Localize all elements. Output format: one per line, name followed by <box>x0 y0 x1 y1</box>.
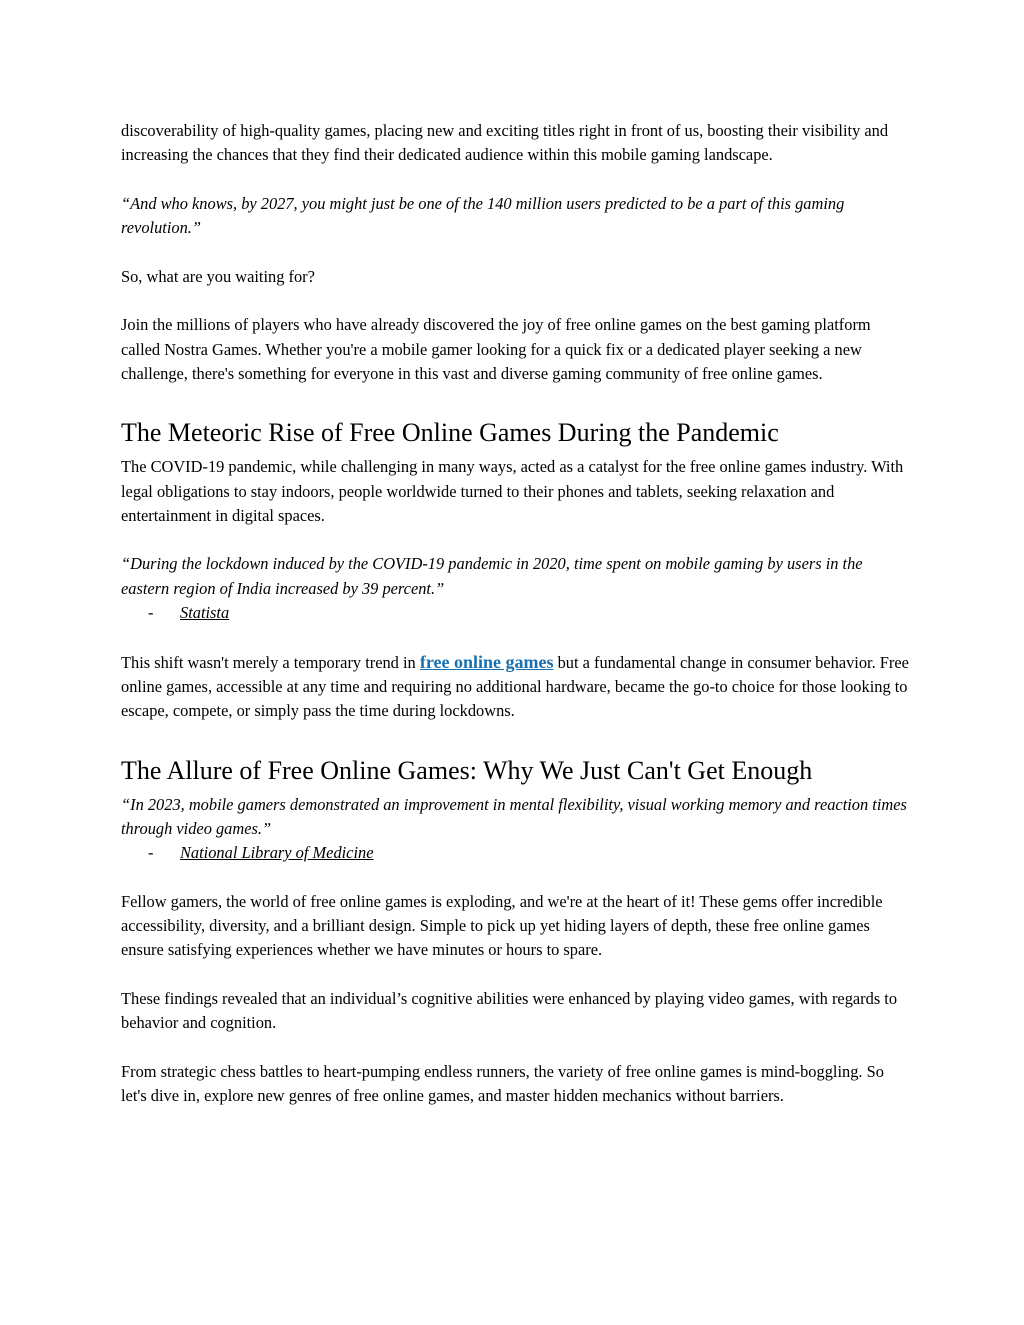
statista-link[interactable]: Statista <box>180 603 230 623</box>
paragraph-fellow-gamers: Fellow gamers, the world of free online games is exploding, and we're at the heart of it! These gems offer incredible accessibility, diversity, and a brilliant design. Simple to pick up yet hiding layers of depth, these free online games ensure satisfying experiences whether we have minutes or hours to spare. <box>121 891 883 960</box>
paragraph-covid-catalyst: The COVID-19 pandemic, while challenging in many ways, acted as a catalyst for the free online games industry. With legal obligations to stay indoors, people worldwide turned to their phones and tablets, seeking relaxation and entertainment in digital spaces. <box>121 457 904 525</box>
heading-allure: The Allure of Free Online Games: Why We Just Can't Get Enough <box>121 755 813 785</box>
paragraph-join-millions: Join the millions of players who have already discovered the joy of free online games on the best gaming platform called Nostra Games. Whether you're a mobile gamer looking for a quick fix or a dedicated player seeking a new challenge, there's something for everyone in this vast and diverse gaming community of free online games. <box>121 315 871 383</box>
heading-meteoric-rise: The Meteoric Rise of Free Online Games During the Pandemic <box>121 418 779 448</box>
source-statista <box>121 601 911 625</box>
source-dash: - <box>148 603 154 623</box>
document-page <box>121 119 911 1108</box>
shift-text-after: but a fundamental change in consumer behavior. Free online games, accessible at any time and requiring no additional hardware, became the go-to choice for those looking to escape, compete, or simply pass the time during lockdowns. <box>121 652 909 721</box>
quote-mobile-gamers-2023: “In 2023, mobile gamers demonstrated an improvement in mental flexibility, visual working memory and reaction times through video games.” <box>121 794 907 838</box>
national-library-of-medicine-link[interactable]: National Library of Medicine <box>180 843 374 863</box>
paragraph-discoverability: discoverability of high-quality games, placing new and exciting titles right in front of us, boosting their visibility and increasing the chances that they find their dedicated audience within this mobile gaming landscape. <box>121 121 889 165</box>
quote-lockdown-india: “During the lockdown induced by the COVID-19 pandemic in 2020, time spent on mobile gaming by users in the eastern region of India increased by 39 percent.” <box>121 554 863 598</box>
paragraph-shift <box>121 650 911 724</box>
paragraph-variety: From strategic chess battles to heart-pumping endless runners, the variety of free online games is mind-boggling. So let's dive in, explore new genres of free online games, and master hidden mechanics without barriers. <box>121 1061 884 1106</box>
source-nlm <box>121 841 911 865</box>
shift-text-before: This shift wasn't merely a temporary trend in <box>121 652 420 672</box>
paragraph-findings: These findings revealed that an individual’s cognitive abilities were enhanced by playing video games, with regards to behavior and cognition. <box>121 988 898 1033</box>
quote-2027-users: “And who knows, by 2027, you might just be one of the 140 million users predicted to be a part of this gaming revolution.” <box>121 193 845 238</box>
paragraph-waiting: So, what are you waiting for? <box>121 266 315 286</box>
source-dash: - <box>148 843 154 863</box>
free-online-games-link[interactable]: free online games <box>419 651 554 672</box>
